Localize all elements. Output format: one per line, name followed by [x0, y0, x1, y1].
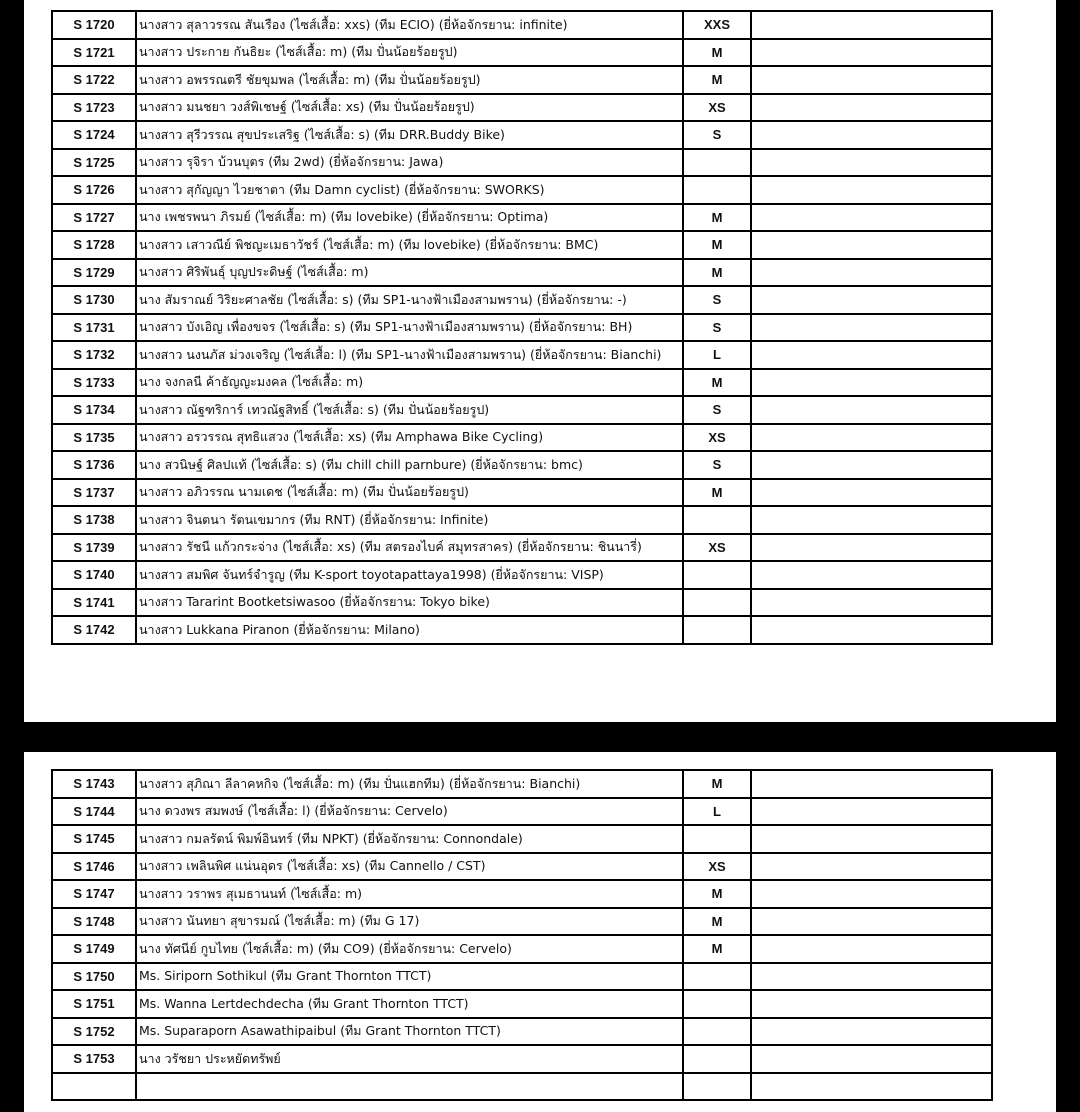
- shirt-size-cell: [683, 963, 751, 991]
- table-row: [52, 259, 992, 287]
- notes-cell: [751, 451, 992, 479]
- shirt-size-cell: S: [683, 451, 751, 479]
- participant-name-cell: Ms. Siriporn Sothikul (ทีม Grant Thornton TTCT): [136, 963, 683, 991]
- table-row: [52, 990, 992, 1018]
- participant-name-cell: นาง ทัศนีย์ กูบไทย (ไซส์เสื้อ: m) (ทีม CO9) (ยี่ห้อจักรยาน: Cervelo): [136, 935, 683, 963]
- participant-name-cell: นางสาว สุลาวรรณ สันเรือง (ไซส์เสื้อ: xxs) (ทีม ECIO) (ยี่ห้อจักรยาน: infinite): [136, 11, 683, 39]
- notes-cell: [751, 1073, 992, 1101]
- table-row: [52, 369, 992, 397]
- bib-number-cell: S 1729: [52, 259, 136, 287]
- notes-cell: [751, 11, 992, 39]
- notes-cell: [751, 1045, 992, 1073]
- shirt-size-cell: XS: [683, 853, 751, 881]
- bib-number-cell: S 1741: [52, 589, 136, 617]
- notes-cell: [751, 534, 992, 562]
- notes-cell: [751, 853, 992, 881]
- notes-cell: [751, 231, 992, 259]
- shirt-size-cell: [683, 616, 751, 644]
- notes-cell: [751, 908, 992, 936]
- participant-name-cell: นางสาว กมลรัตน์ พิมพ์อินทร์ (ทีม NPKT) (ยี่ห้อจักรยาน: Connondale): [136, 825, 683, 853]
- table-row: [52, 506, 992, 534]
- shirt-size-cell: XXS: [683, 11, 751, 39]
- shirt-size-cell: M: [683, 770, 751, 798]
- bib-number-cell: S 1736: [52, 451, 136, 479]
- participant-name-cell: นางสาว จินตนา รัตนเขมากร (ทีม RNT) (ยี่ห้อจักรยาน: Infinite): [136, 506, 683, 534]
- participant-name-cell: นางสาว ณัฐฑริการ์ เทวณัฐสิทธิ์ (ไซส์เสื้อ: s) (ทีม ปั่นน้อยร้อยรูป): [136, 396, 683, 424]
- table-row: [52, 908, 992, 936]
- table-row: [52, 561, 992, 589]
- shirt-size-cell: M: [683, 231, 751, 259]
- table-row: [52, 149, 992, 177]
- bib-number-cell: S 1752: [52, 1018, 136, 1046]
- shirt-size-cell: [683, 176, 751, 204]
- shirt-size-cell: S: [683, 286, 751, 314]
- bib-number-cell: [52, 1073, 136, 1101]
- shirt-size-cell: M: [683, 369, 751, 397]
- participant-name-cell: Ms. Suparaporn Asawathipaibul (ทีม Grant Thornton TTCT): [136, 1018, 683, 1046]
- participant-name-cell: นางสาว รัชนี แก้วกระจ่าง (ไซส์เสื้อ: xs) (ทีม สตรองไบค์ สมุทรสาคร) (ยี่ห้อจักรยาน: ชินนารี่): [136, 534, 683, 562]
- notes-cell: [751, 479, 992, 507]
- participant-table: [51, 10, 993, 645]
- shirt-size-cell: L: [683, 341, 751, 369]
- table-row: [52, 589, 992, 617]
- table-row: [52, 11, 992, 39]
- table-row: [52, 825, 992, 853]
- notes-cell: [751, 121, 992, 149]
- bib-number-cell: S 1725: [52, 149, 136, 177]
- participant-name-cell: นางสาว Tararint Bootketsiwasoo (ยี่ห้อจักรยาน: Tokyo bike): [136, 589, 683, 617]
- bib-number-cell: S 1746: [52, 853, 136, 881]
- shirt-size-cell: S: [683, 396, 751, 424]
- participant-name-cell: นางสาว อรวรรณ สุทธิแสวง (ไซส์เสื้อ: xs) (ทีม Amphawa Bike Cycling): [136, 424, 683, 452]
- shirt-size-cell: [683, 561, 751, 589]
- table-row: [52, 66, 992, 94]
- notes-cell: [751, 616, 992, 644]
- table-row: [52, 853, 992, 881]
- participant-name-cell: นางสาว รุจิรา บ้วนบุตร (ทีม 2wd) (ยี่ห้อจักรยาน: Jawa): [136, 149, 683, 177]
- table-row: [52, 1018, 992, 1046]
- table-row: [52, 94, 992, 122]
- bib-number-cell: S 1722: [52, 66, 136, 94]
- participant-table: [51, 769, 993, 1101]
- notes-cell: [751, 770, 992, 798]
- shirt-size-cell: M: [683, 479, 751, 507]
- bib-number-cell: S 1742: [52, 616, 136, 644]
- table-row: [52, 1073, 992, 1101]
- table-row: [52, 451, 992, 479]
- shirt-size-cell: M: [683, 66, 751, 94]
- notes-cell: [751, 66, 992, 94]
- shirt-size-cell: M: [683, 259, 751, 287]
- bib-number-cell: S 1751: [52, 990, 136, 1018]
- notes-cell: [751, 341, 992, 369]
- bib-number-cell: S 1739: [52, 534, 136, 562]
- participant-name-cell: นางสาว สมพิศ จันทร์จำรูญ (ทีม K-sport toyotapattaya1998) (ยี่ห้อจักรยาน: VISP): [136, 561, 683, 589]
- bib-number-cell: S 1753: [52, 1045, 136, 1073]
- participant-name-cell: นางสาว นงนภัส ม่วงเจริญ (ไซส์เสื้อ: l) (ทีม SP1-นางฟ้าเมืองสามพราน) (ยี่ห้อจักรยาน: Bianchi): [136, 341, 683, 369]
- bib-number-cell: S 1748: [52, 908, 136, 936]
- table-row: [52, 341, 992, 369]
- table-row: [52, 963, 992, 991]
- notes-cell: [751, 94, 992, 122]
- notes-cell: [751, 149, 992, 177]
- document-page-1: [24, 0, 1056, 722]
- notes-cell: [751, 286, 992, 314]
- shirt-size-cell: M: [683, 880, 751, 908]
- participant-name-cell: [136, 1073, 683, 1101]
- notes-cell: [751, 990, 992, 1018]
- table-row: [52, 770, 992, 798]
- participant-name-cell: นาง จงกลนี ค้าธัญญะมงคล (ไซส์เสื้อ: m): [136, 369, 683, 397]
- notes-cell: [751, 798, 992, 826]
- shirt-size-cell: [683, 506, 751, 534]
- bib-number-cell: S 1734: [52, 396, 136, 424]
- table-row: [52, 534, 992, 562]
- participant-name-cell: นางสาว สุกัญญา ไวยชาตา (ทีม Damn cyclist) (ยี่ห้อจักรยาน: SWORKS): [136, 176, 683, 204]
- participant-name-cell: นางสาว วราพร สุเมธานนท์ (ไซส์เสื้อ: m): [136, 880, 683, 908]
- bib-number-cell: S 1728: [52, 231, 136, 259]
- participant-name-cell: นาง สัมราณย์ วิริยะศาลชัย (ไซส์เสื้อ: s) (ทีม SP1-นางฟ้าเมืองสามพราน) (ยี่ห้อจักรยาน: -): [136, 286, 683, 314]
- table-row: [52, 1045, 992, 1073]
- bib-number-cell: S 1738: [52, 506, 136, 534]
- notes-cell: [751, 259, 992, 287]
- bib-number-cell: S 1731: [52, 314, 136, 342]
- bib-number-cell: S 1747: [52, 880, 136, 908]
- shirt-size-cell: M: [683, 204, 751, 232]
- shirt-size-cell: M: [683, 39, 751, 67]
- table-row: [52, 204, 992, 232]
- table-row: [52, 231, 992, 259]
- shirt-size-cell: M: [683, 935, 751, 963]
- notes-cell: [751, 424, 992, 452]
- bib-number-cell: S 1749: [52, 935, 136, 963]
- table-row: [52, 314, 992, 342]
- notes-cell: [751, 39, 992, 67]
- document-page-2: [24, 752, 1056, 1112]
- participant-name-cell: นางสาว อภิวรรณ นามเดช (ไซส์เสื้อ: m) (ทีม ปั่นน้อยร้อยรูป): [136, 479, 683, 507]
- shirt-size-cell: [683, 825, 751, 853]
- table-row: [52, 798, 992, 826]
- participant-name-cell: นางสาว Lukkana Piranon (ยี่ห้อจักรยาน: Milano): [136, 616, 683, 644]
- participant-name-cell: นางสาว ศิริพันธุ์ บุญประดิษฐ์ (ไซส์เสื้อ: m): [136, 259, 683, 287]
- notes-cell: [751, 1018, 992, 1046]
- notes-cell: [751, 396, 992, 424]
- participant-name-cell: นางสาว เสาวณีย์ พิชญะเมธาวัชร์ (ไซส์เสื้อ: m) (ทีม lovebike) (ยี่ห้อจักรยาน: BMC): [136, 231, 683, 259]
- participant-name-cell: นาง สวนิษฐ์ ศิลปแท้ (ไซส์เสื้อ: s) (ทีม chill chill parnbure) (ยี่ห้อจักรยาน: bmc): [136, 451, 683, 479]
- shirt-size-cell: XS: [683, 94, 751, 122]
- table-row: [52, 286, 992, 314]
- notes-cell: [751, 204, 992, 232]
- notes-cell: [751, 176, 992, 204]
- table-row: [52, 424, 992, 452]
- table-row: [52, 176, 992, 204]
- bib-number-cell: S 1732: [52, 341, 136, 369]
- notes-cell: [751, 825, 992, 853]
- bib-number-cell: S 1726: [52, 176, 136, 204]
- participant-name-cell: Ms. Wanna Lertdechdecha (ทีม Grant Thornton TTCT): [136, 990, 683, 1018]
- shirt-size-cell: XS: [683, 534, 751, 562]
- participant-name-cell: นางสาว นันทยา สุขารมณ์ (ไซส์เสื้อ: m) (ทีม G 17): [136, 908, 683, 936]
- shirt-size-cell: M: [683, 908, 751, 936]
- bib-number-cell: S 1724: [52, 121, 136, 149]
- shirt-size-cell: XS: [683, 424, 751, 452]
- table-row: [52, 935, 992, 963]
- notes-cell: [751, 314, 992, 342]
- table-row: [52, 121, 992, 149]
- bib-number-cell: S 1733: [52, 369, 136, 397]
- shirt-size-cell: [683, 589, 751, 617]
- bib-number-cell: S 1727: [52, 204, 136, 232]
- bib-number-cell: S 1740: [52, 561, 136, 589]
- table-row: [52, 479, 992, 507]
- shirt-size-cell: [683, 149, 751, 177]
- shirt-size-cell: [683, 1018, 751, 1046]
- bib-number-cell: S 1743: [52, 770, 136, 798]
- bib-number-cell: S 1720: [52, 11, 136, 39]
- notes-cell: [751, 880, 992, 908]
- shirt-size-cell: S: [683, 121, 751, 149]
- table-row: [52, 880, 992, 908]
- notes-cell: [751, 935, 992, 963]
- notes-cell: [751, 963, 992, 991]
- participant-name-cell: นาง วรัชยา ประหยัดทรัพย์: [136, 1045, 683, 1073]
- bib-number-cell: S 1735: [52, 424, 136, 452]
- bib-number-cell: S 1745: [52, 825, 136, 853]
- bib-number-cell: S 1737: [52, 479, 136, 507]
- shirt-size-cell: L: [683, 798, 751, 826]
- participant-name-cell: นางสาว บังเอิญ เพื่องขจร (ไซส์เสื้อ: s) (ทีม SP1-นางฟ้าเมืองสามพราน) (ยี่ห้อจักรยาน: BH): [136, 314, 683, 342]
- participant-name-cell: นาง เพชรพนา ภิรมย์ (ไซส์เสื้อ: m) (ทีม lovebike) (ยี่ห้อจักรยาน: Optima): [136, 204, 683, 232]
- notes-cell: [751, 561, 992, 589]
- table-row: [52, 39, 992, 67]
- shirt-size-cell: [683, 1045, 751, 1073]
- participant-name-cell: นางสาว ประกาย กันธิยะ (ไซส์เสื้อ: m) (ทีม ปั่นน้อยร้อยรูป): [136, 39, 683, 67]
- bib-number-cell: S 1730: [52, 286, 136, 314]
- participant-name-cell: นาง ดวงพร สมพงษ์ (ไซส์เสื้อ: l) (ยี่ห้อจักรยาน: Cervelo): [136, 798, 683, 826]
- bib-number-cell: S 1721: [52, 39, 136, 67]
- shirt-size-cell: S: [683, 314, 751, 342]
- bib-number-cell: S 1744: [52, 798, 136, 826]
- notes-cell: [751, 369, 992, 397]
- notes-cell: [751, 589, 992, 617]
- table-row: [52, 396, 992, 424]
- bib-number-cell: S 1750: [52, 963, 136, 991]
- table-row: [52, 616, 992, 644]
- participant-name-cell: นางสาว อพรรณตรี ชัยขุมพล (ไซส์เสื้อ: m) (ทีม ปั่นน้อยร้อยรูป): [136, 66, 683, 94]
- shirt-size-cell: [683, 990, 751, 1018]
- participant-name-cell: นางสาว เพลินพิศ แน่นอุดร (ไซส์เสื้อ: xs) (ทีม Cannello / CST): [136, 853, 683, 881]
- participant-name-cell: นางสาว สุรีวรรณ สุขประเสริฐ (ไซส์เสื้อ: s) (ทีม DRR.Buddy Bike): [136, 121, 683, 149]
- bib-number-cell: S 1723: [52, 94, 136, 122]
- participant-name-cell: นางสาว มนชยา วงส์พิเชษฐ์ (ไซส์เสื้อ: xs) (ทีม ปั่นน้อยร้อยรูป): [136, 94, 683, 122]
- notes-cell: [751, 506, 992, 534]
- participant-name-cell: นางสาว สุภิณา ลีลาคหกิจ (ไซส์เสื้อ: m) (ทีม ปั่นแฮกทีม) (ยี่ห้อจักรยาน: Bianchi): [136, 770, 683, 798]
- shirt-size-cell: [683, 1073, 751, 1101]
